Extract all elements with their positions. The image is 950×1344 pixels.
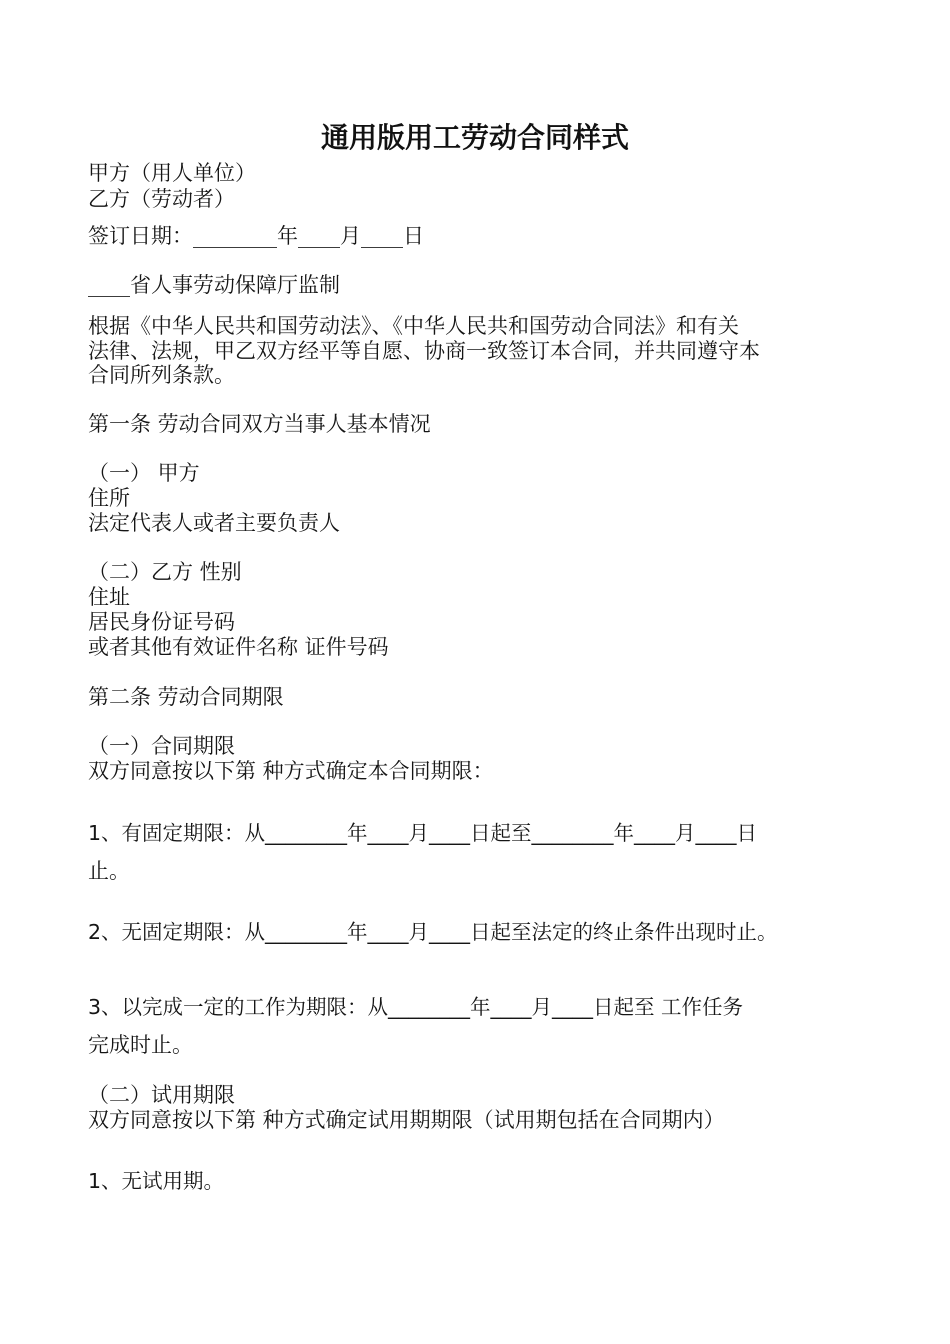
party-a-line: 甲方（用人单位） (88, 161, 256, 185)
section-probation: （二）试用期限 (88, 1083, 235, 1107)
option-task-based-end: 完成时止。 (88, 1033, 193, 1057)
signing-date-line: 签订日期：________年____月____日 (88, 224, 424, 248)
article-1-heading: 第一条 劳动合同双方当事人基本情况 (88, 412, 431, 436)
probation-option-1: 1、无试用期。 (88, 1169, 225, 1193)
section-party-a: （一） 甲方 (88, 461, 200, 485)
article-2-heading: 第二条 劳动合同期限 (88, 685, 284, 709)
document-title: 通用版用工劳动合同样式 (320, 121, 629, 154)
party-b-other-id: 或者其他有效证件名称 证件号码 (88, 635, 389, 659)
supervision-line: ____省人事劳动保障厅监制 (88, 273, 340, 297)
party-a-address: 住所 (88, 486, 130, 510)
section-party-b: （二）乙方 性别 (88, 560, 242, 584)
preamble-line-2: 法律、法规，甲乙双方经平等自愿、协商一致签订本合同，并共同遵守本 (88, 339, 760, 363)
party-a-representative: 法定代表人或者主要负责人 (88, 511, 340, 535)
party-b-id-number: 居民身份证号码 (88, 610, 235, 634)
option-task-based: 3、以完成一定的工作为期限：从________年____月____日起至 工作任务 (88, 995, 744, 1019)
party-b-line: 乙方（劳动者） (88, 187, 235, 211)
preamble-line-1: 根据《中华人民共和国劳动法》、《中华人民共和国劳动合同法》和有关 (88, 314, 739, 338)
party-b-address: 住址 (88, 585, 130, 609)
section-contract-term: （一）合同期限 (88, 734, 235, 758)
probation-instruction: 双方同意按以下第 种方式确定试用期期限（试用期包括在合同期内） (88, 1108, 725, 1132)
option-fixed-term: 1、有固定期限：从________年____月____日起至________年____月____日 (88, 821, 758, 845)
contract-term-instruction: 双方同意按以下第 种方式确定本合同期限： (88, 759, 494, 783)
option-open-ended: 2、无固定期限：从________年____月____日起至法定的终止条件出现时止。 (88, 920, 778, 944)
option-fixed-term-end: 止。 (88, 859, 130, 883)
preamble-line-3: 合同所列条款。 (88, 363, 235, 387)
